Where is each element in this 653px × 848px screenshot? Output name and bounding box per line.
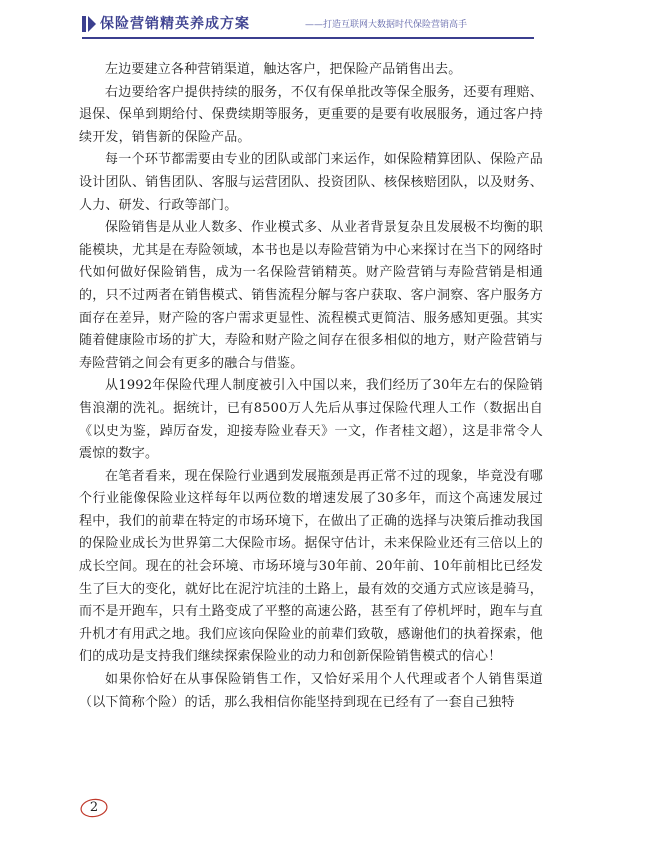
page-number <box>79 797 111 819</box>
paragraph: 从1992年保险代理人制度被引入中国以来，我们经历了30年左右的保险销售浪潮的洗礼。据统计，已有8500万人先后从事过保险代理人工作（数据出自《以史为鉴，踔厉奋发，迎接寿险业春天》一文，作者桂文超），这是非常令人震惊的数字。 <box>79 378 543 462</box>
paragraph: 在笔者看来，现在保险行业遇到发展瓶颈是再正常不过的现象，毕竟没有哪个行业能像保险业这样每年以两位数的增速发展了30多年，而这个高速发展过程中，我们的前辈在特定的市场环境下，在做出了正确的选择与决策后推动我国的保险业成长为世界第二大保险市场。据保守估计，未来保险业还有三倍以上的成长空间。现在的社会环境、市场环境与30年前、20年前、10年前相比已经发生了巨大的变化，就好比在泥泞坑洼的土路上，最有效的交通方式应该是骑马，而不是开跑车，只有土路变成了平整的高速公路，甚至有了停机坪时，跑车与直升机才有用武之地。我们应该向保险业的前辈们致敬，感谢他们的执着探索，他们的成功是支持我们继续探索保险业的动力和创新保险销售模式的信心！ <box>79 468 543 665</box>
book-subtitle: ——打造互联网大数据时代保险营销高手 <box>305 20 468 30</box>
paragraph: 右边要给客户提供持续的服务，不仅有保单批改等保全服务，还要有理赔、退保、保单到期给付、保费续期等服务，更重要的是要有收展服务，通过客户持续开发，销售新的保险产品。 <box>79 84 543 145</box>
page-number-text: 2 <box>89 800 99 815</box>
paragraph: 每一个环节都需要由专业的团队或部门来运作，如保险精算团队、保险产品设计团队、销售团队、客服与运营团队、投资团队、核保核赔团队，以及财务、人力、研发、行政等部门。 <box>79 152 543 213</box>
header-bar-icon <box>82 14 96 34</box>
body-text <box>79 59 543 714</box>
book-title: 保险营销精英养成方案 <box>100 16 250 32</box>
header-rule <box>82 37 534 39</box>
paragraph: 如果你恰好在从事保险销售工作，又恰好采用个人代理或者个人销售渠道（以下简称个险）的话，那么我相信你能坚持到现在已经有了一套自己独特 <box>79 672 543 710</box>
paragraph: 保险销售是从业人数多、作业模式多、从业者背景复杂且发展极不均衡的职能模块，尤其是在寿险领域，本书也是以寿险营销为中心来探讨在当下的网络时代如何做好保险销售，成为一名保险营销精英。财产险营销与寿险营销是相通的，只不过两者在销售模式、销售流程分解与客户获取、客户洞察、客户服务方面存在差异，财产险的客户需求更显性、流程模式更简洁、服务感知更强。其实随着健康险市场的扩大，寿险和财产险之间存在很多相似的地方，财产险营销与寿险营销之间会有更多的融合与借鉴。 <box>79 220 543 371</box>
running-header <box>82 10 534 40</box>
paragraph: 左边要建立各种营销渠道，触达客户，把保险产品销售出去。 <box>105 62 462 77</box>
